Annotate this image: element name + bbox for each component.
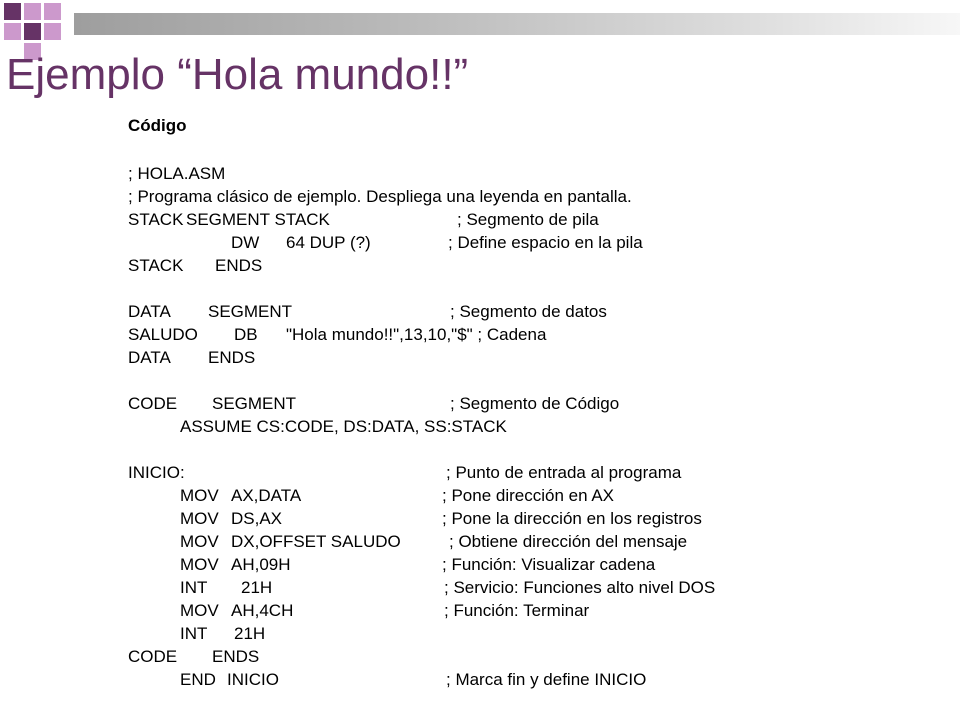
code-line-6 bbox=[128, 300, 928, 323]
deco-square-4 bbox=[4, 23, 21, 40]
code-line-13 bbox=[128, 507, 928, 530]
code-line-4 bbox=[128, 231, 928, 254]
code-instruction: INT bbox=[180, 578, 208, 597]
code-instruction: SEGMENT bbox=[212, 394, 297, 413]
code-heading: Código bbox=[128, 116, 187, 135]
code-label: STACK bbox=[128, 256, 184, 275]
code-line-16 bbox=[128, 576, 928, 599]
code-line-9 bbox=[128, 392, 928, 415]
code-line-7 bbox=[128, 323, 928, 346]
code-operand: AX,DATA bbox=[231, 486, 302, 505]
code-label: DATA bbox=[128, 348, 171, 367]
code-instruction: MOV bbox=[180, 601, 219, 620]
code-comment: ; Pone dirección en AX bbox=[442, 486, 615, 505]
deco-square-2 bbox=[24, 3, 41, 20]
deco-square-1 bbox=[4, 3, 21, 20]
blank-line bbox=[128, 139, 928, 162]
code-comment: ; Define espacio en la pila bbox=[448, 233, 643, 252]
code-operand: AH,09H bbox=[231, 555, 291, 574]
code-comment: ; Programa clásico de ejemplo. Despliega una leyenda en pantalla. bbox=[128, 187, 632, 206]
code-line-8 bbox=[128, 346, 928, 369]
deco-square-3 bbox=[44, 3, 61, 20]
code-line-5 bbox=[128, 254, 928, 277]
blank-line bbox=[128, 438, 928, 461]
code-listing bbox=[128, 113, 928, 691]
code-line-17 bbox=[128, 599, 928, 622]
code-comment: ; Segmento de Código bbox=[450, 394, 620, 413]
code-label: SALUDO bbox=[128, 325, 198, 344]
deco-square-6 bbox=[44, 23, 61, 40]
code-comment: ; Marca fin y define INICIO bbox=[446, 670, 647, 689]
code-comment: ; Servicio: Funciones alto nivel DOS bbox=[444, 578, 716, 597]
code-label: STACK bbox=[128, 210, 184, 229]
code-operand: INICIO bbox=[227, 670, 279, 689]
code-comment: ; Segmento de datos bbox=[450, 302, 607, 321]
code-operand: 21H bbox=[241, 578, 273, 597]
code-instruction: INT bbox=[180, 624, 208, 643]
title-gradient-bar bbox=[74, 13, 960, 35]
blank-line bbox=[128, 277, 928, 300]
code-instruction: MOV bbox=[180, 555, 219, 574]
code-comment: ; Obtiene dirección del mensaje bbox=[449, 532, 688, 551]
code-line-1 bbox=[128, 162, 928, 185]
code-instruction: SEGMENT STACK bbox=[186, 210, 330, 229]
code-comment: ; Pone la dirección en los registros bbox=[442, 509, 702, 528]
code-operand: 64 DUP (?) bbox=[286, 233, 371, 252]
code-line-2 bbox=[128, 185, 928, 208]
code-instruction: SEGMENT bbox=[208, 302, 293, 321]
code-operand: DX,OFFSET SALUDO bbox=[231, 532, 401, 551]
code-line-18 bbox=[128, 622, 928, 645]
code-label: INICIO: bbox=[128, 463, 185, 482]
code-line-19 bbox=[128, 645, 928, 668]
code-label: CODE bbox=[128, 647, 178, 666]
code-instruction: ENDS bbox=[212, 647, 260, 666]
code-comment: ; Función: Terminar bbox=[444, 601, 590, 620]
code-instruction: DB bbox=[234, 325, 258, 344]
code-line-15 bbox=[128, 553, 928, 576]
code-operand: DS,AX bbox=[231, 509, 283, 528]
code-comment: ; HOLA.ASM bbox=[128, 164, 226, 183]
code-operand: AH,4CH bbox=[231, 601, 294, 620]
code-label: CODE bbox=[128, 394, 178, 413]
code-instruction: ENDS bbox=[215, 256, 263, 275]
code-instruction: MOV bbox=[180, 509, 219, 528]
code-line-3 bbox=[128, 208, 928, 231]
code-line-11 bbox=[128, 461, 928, 484]
code-operand: 21H bbox=[234, 624, 266, 643]
code-comment: ; Segmento de pila bbox=[457, 210, 599, 229]
code-instruction: END bbox=[180, 670, 216, 689]
code-instruction: ENDS bbox=[208, 348, 256, 367]
code-instruction: ASSUME CS:CODE, DS:DATA, SS:STACK bbox=[180, 417, 507, 436]
code-instruction: MOV bbox=[180, 532, 219, 551]
code-instruction: DW bbox=[231, 233, 260, 252]
code-label: DATA bbox=[128, 302, 171, 321]
code-line-20 bbox=[128, 668, 928, 691]
code-line-14 bbox=[128, 530, 928, 553]
code-comment: ; Función: Visualizar cadena bbox=[442, 555, 656, 574]
code-operand: "Hola mundo!!",13,10,"$" ; Cadena bbox=[286, 325, 547, 344]
code-instruction: MOV bbox=[180, 486, 219, 505]
slide-title: Ejemplo “Hola mundo!!” bbox=[6, 50, 469, 99]
blank-line bbox=[128, 369, 928, 392]
code-comment: ; Punto de entrada al programa bbox=[446, 463, 682, 482]
deco-square-5 bbox=[24, 23, 41, 40]
code-line-10 bbox=[128, 415, 928, 438]
code-line-12 bbox=[128, 484, 928, 507]
